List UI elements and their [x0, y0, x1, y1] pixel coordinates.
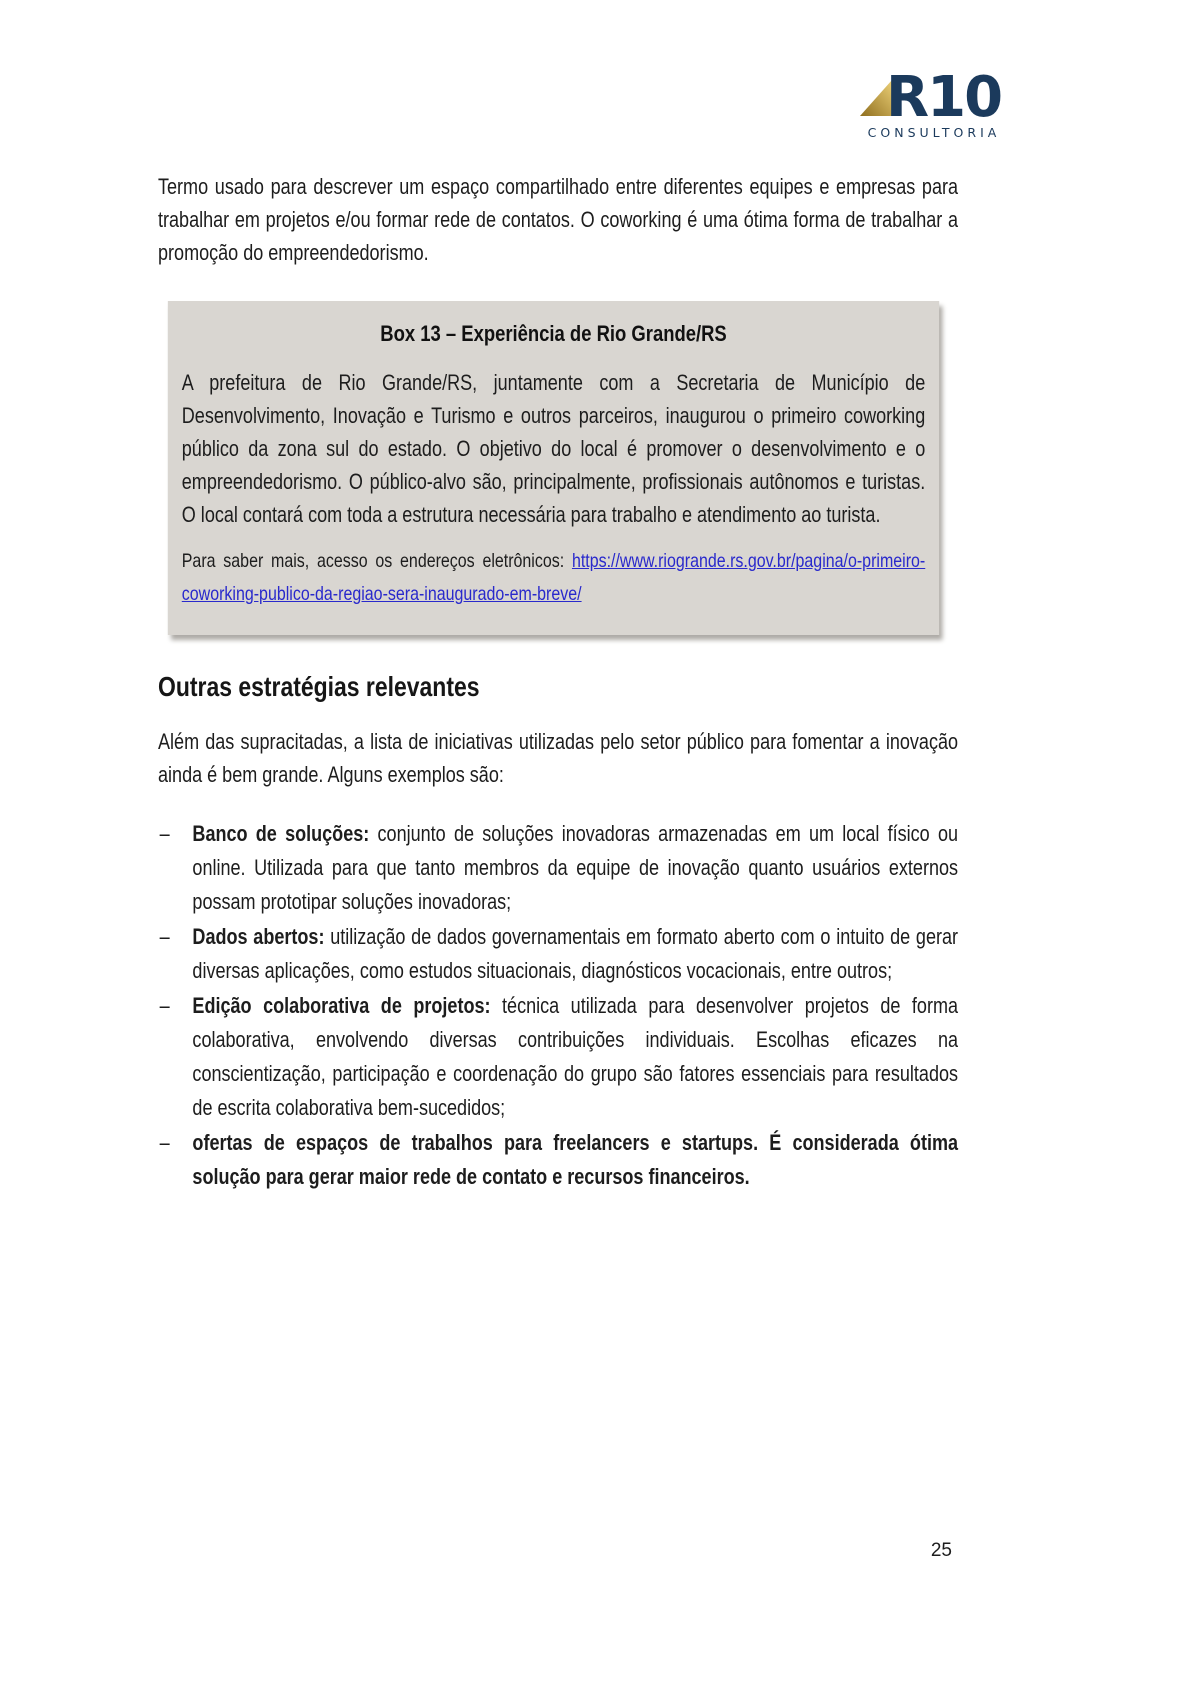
bullet-marker: – — [159, 924, 170, 949]
bullet-term: Banco de soluções: — [192, 821, 370, 846]
bullet-marker: – — [159, 1130, 170, 1155]
logo-subtitle-text: CONSULTORIA — [867, 125, 1001, 140]
bullet-term: Dados abertos: — [192, 924, 325, 949]
box-body: A prefeitura de Rio Grande/RS, juntamente com a Secretaria de Município de Desenvolvimento, Inovação e Turismo e outros parceiros, inaugurou o primeiro coworking público da zona sul do estado. O objetivo do local é promover o desenvolvimento e o empreendedorismo. O público-alvo são, principalmente, profissionais autônomos e turistas. O local contará com toda a estrutura necessária para trabalho e atendimento ao turista. — [181, 370, 926, 527]
logo-brand-text: R10 — [886, 65, 1002, 130]
r10-logo — [856, 46, 1012, 142]
box-13 — [168, 301, 939, 635]
bullet-term: ofertas de espaços de trabalhos para freelancers e startups. É considerada ótima solução para gerar maior rede de contato e recursos financeiros. — [192, 1130, 959, 1189]
r10-logo-icon — [856, 46, 1012, 142]
page-number: 25 — [930, 1540, 952, 1561]
box-more-paragraph — [182, 545, 925, 611]
bullet-marker: – — [159, 821, 170, 846]
bullet-term: Edição colaborativa de projetos: — [192, 993, 491, 1018]
box-link[interactable]: https://www.riogrande.rs.gov.br/pagina/o-primeiro-coworking-publico-da-regiao-sera-inaugurado-em-breve/ — [181, 550, 926, 605]
box-more-label: Para saber mais, acesso os endereços eletrônicos: — [181, 550, 572, 572]
bullet-text: utilização de dados governamentais em formato aberto com o intuito de gerar diversas aplicações, como estudos situacionais, diagnósticos vocacionais, entre outros; — [192, 924, 959, 983]
bullet-text: conjunto de soluções inovadoras armazenadas em um local físico ou online. Utilizada para que tanto membros da equipe de inovação quanto usuários externos possam prototipar soluções inovadoras; — [192, 821, 959, 914]
box-title: Box 13 – Experiência de Rio Grande/RS — [380, 321, 727, 346]
strategies-list — [158, 817, 958, 1194]
section-intro: Além das supracitadas, a lista de iniciativas utilizadas pelo setor público para fomentar a inovação ainda é bem grande. Alguns exemplos são: — [158, 729, 959, 787]
main-content — [158, 170, 958, 1195]
bullet-text: técnica utilizada para desenvolver projetos de forma colaborativa, envolvendo diversas contribuições individuais. Escolhas eficazes na conscientização, participação e coordenação do grupo são fatores essenciais para resultados de escrita colaborativa bem-sucedidos; — [192, 993, 959, 1120]
list-item — [158, 1126, 958, 1194]
intro-paragraph: Termo usado para descrever um espaço compartilhado entre diferentes equipes e empresas para trabalhar em projetos e/ou formar rede de contatos. O coworking é uma ótima forma de trabalhar a promoção do empreendedorismo. — [158, 174, 959, 265]
bullet-marker: – — [159, 993, 170, 1018]
list-item — [158, 920, 958, 988]
list-item — [158, 817, 958, 919]
list-item — [158, 989, 958, 1125]
section-heading: Outras estratégias relevantes — [158, 671, 480, 702]
